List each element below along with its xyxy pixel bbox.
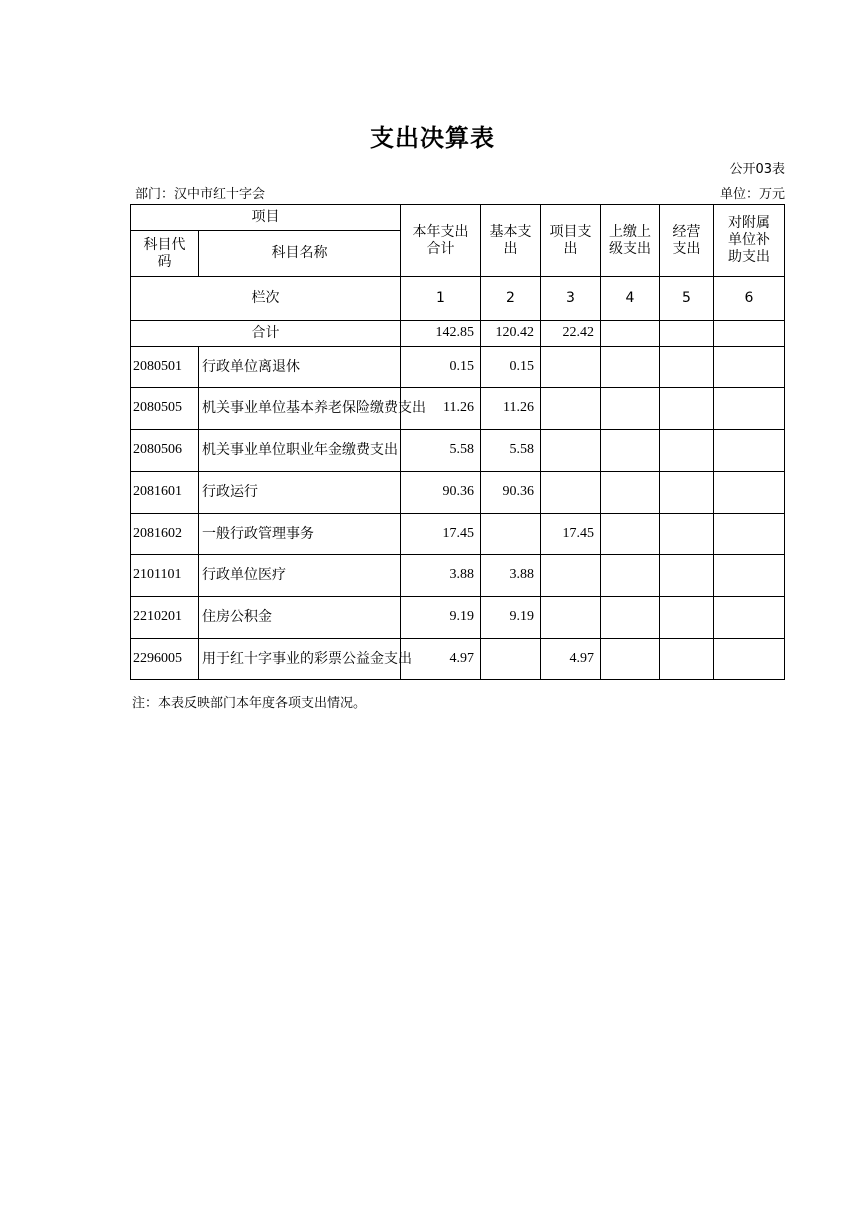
row-project bbox=[541, 347, 601, 388]
row-basic: 90.36 bbox=[481, 472, 541, 514]
row-project bbox=[541, 430, 601, 472]
row-subsidy bbox=[714, 514, 785, 555]
row-name: 行政单位医疗 bbox=[199, 555, 401, 597]
header-subsidy: 对附属单位补助支出 bbox=[714, 205, 785, 277]
row-superior bbox=[601, 639, 660, 680]
row-total: 9.19 bbox=[401, 597, 481, 639]
form-number: 公开03表 bbox=[729, 162, 785, 177]
unit-label: 单位：万元 bbox=[719, 187, 785, 202]
row-name: 机关事业单位职业年金缴费支出 bbox=[199, 430, 401, 472]
header-superior: 上缴上级支出 bbox=[601, 205, 660, 277]
row-total: 0.15 bbox=[401, 347, 481, 388]
row-subsidy bbox=[714, 347, 785, 388]
row-code: 2080506 bbox=[131, 430, 199, 472]
row-subsidy bbox=[714, 430, 785, 472]
row-basic: 3.88 bbox=[481, 555, 541, 597]
row-business bbox=[660, 597, 714, 639]
row-business bbox=[660, 388, 714, 430]
table-footnote: 注：本表反映部门本年度各项支出情况。 bbox=[132, 696, 367, 711]
row-subsidy bbox=[714, 472, 785, 514]
row-project: 4.97 bbox=[541, 639, 601, 680]
row-project bbox=[541, 472, 601, 514]
row-business bbox=[660, 347, 714, 388]
sum-basic: 120.42 bbox=[481, 321, 541, 347]
row-basic: 0.15 bbox=[481, 347, 541, 388]
row-business bbox=[660, 514, 714, 555]
row-project bbox=[541, 388, 601, 430]
row-subsidy bbox=[714, 388, 785, 430]
column-index-label: 栏次 bbox=[131, 277, 401, 321]
row-total: 11.26 bbox=[401, 388, 481, 430]
table-row bbox=[131, 639, 785, 680]
row-subsidy bbox=[714, 597, 785, 639]
header-business: 经营支出 bbox=[660, 205, 714, 277]
row-basic bbox=[481, 514, 541, 555]
row-name: 行政单位离退休 bbox=[199, 347, 401, 388]
row-name: 住房公积金 bbox=[199, 597, 401, 639]
row-code: 2081602 bbox=[131, 514, 199, 555]
row-project bbox=[541, 555, 601, 597]
row-total: 5.58 bbox=[401, 430, 481, 472]
row-superior bbox=[601, 347, 660, 388]
sum-superior bbox=[601, 321, 660, 347]
row-superior bbox=[601, 430, 660, 472]
row-code: 2080501 bbox=[131, 347, 199, 388]
header-item: 项目 bbox=[131, 205, 401, 231]
row-code: 2101101 bbox=[131, 555, 199, 597]
table-row bbox=[131, 472, 785, 514]
row-superior bbox=[601, 514, 660, 555]
row-code: 2080505 bbox=[131, 388, 199, 430]
table-row bbox=[131, 597, 785, 639]
row-subsidy bbox=[714, 639, 785, 680]
sum-subsidy bbox=[714, 321, 785, 347]
row-code: 2296005 bbox=[131, 639, 199, 680]
row-name: 一般行政管理事务 bbox=[199, 514, 401, 555]
table-body bbox=[131, 347, 785, 680]
table-header bbox=[131, 205, 785, 347]
row-business bbox=[660, 639, 714, 680]
row-business bbox=[660, 555, 714, 597]
page-title: 支出决算表 bbox=[370, 124, 495, 152]
table-row bbox=[131, 347, 785, 388]
row-superior bbox=[601, 388, 660, 430]
column-index-6: 6 bbox=[714, 277, 785, 321]
row-basic: 9.19 bbox=[481, 597, 541, 639]
column-index-1: 1 bbox=[401, 277, 481, 321]
sum-project: 22.42 bbox=[541, 321, 601, 347]
header-total: 本年支出合计 bbox=[401, 205, 481, 277]
row-code: 2081601 bbox=[131, 472, 199, 514]
row-name: 用于红十字事业的彩票公益金支出 bbox=[199, 639, 401, 680]
column-index-3: 3 bbox=[541, 277, 601, 321]
column-index-2: 2 bbox=[481, 277, 541, 321]
row-project: 17.45 bbox=[541, 514, 601, 555]
row-project bbox=[541, 597, 601, 639]
row-superior bbox=[601, 472, 660, 514]
row-superior bbox=[601, 555, 660, 597]
row-total: 90.36 bbox=[401, 472, 481, 514]
header-name: 科目名称 bbox=[199, 231, 401, 277]
row-basic: 5.58 bbox=[481, 430, 541, 472]
table-row bbox=[131, 388, 785, 430]
row-basic: 11.26 bbox=[481, 388, 541, 430]
header-basic: 基本支出 bbox=[481, 205, 541, 277]
column-index-5: 5 bbox=[660, 277, 714, 321]
row-code: 2210201 bbox=[131, 597, 199, 639]
column-index-4: 4 bbox=[601, 277, 660, 321]
row-basic bbox=[481, 639, 541, 680]
header-project: 项目支出 bbox=[541, 205, 601, 277]
row-business bbox=[660, 430, 714, 472]
sum-label: 合计 bbox=[131, 321, 401, 347]
row-name: 机关事业单位基本养老保险缴费支出 bbox=[199, 388, 401, 430]
department-label: 部门：汉中市红十字会 bbox=[135, 187, 266, 202]
expenditure-table bbox=[130, 204, 785, 680]
table-row bbox=[131, 430, 785, 472]
row-total: 4.97 bbox=[401, 639, 481, 680]
row-total: 17.45 bbox=[401, 514, 481, 555]
row-subsidy bbox=[714, 555, 785, 597]
table-row bbox=[131, 555, 785, 597]
row-name: 行政运行 bbox=[199, 472, 401, 514]
row-superior bbox=[601, 597, 660, 639]
row-total: 3.88 bbox=[401, 555, 481, 597]
sum-business bbox=[660, 321, 714, 347]
table-row bbox=[131, 514, 785, 555]
header-code: 科目代码 bbox=[131, 231, 199, 277]
sum-total: 142.85 bbox=[401, 321, 481, 347]
row-business bbox=[660, 472, 714, 514]
